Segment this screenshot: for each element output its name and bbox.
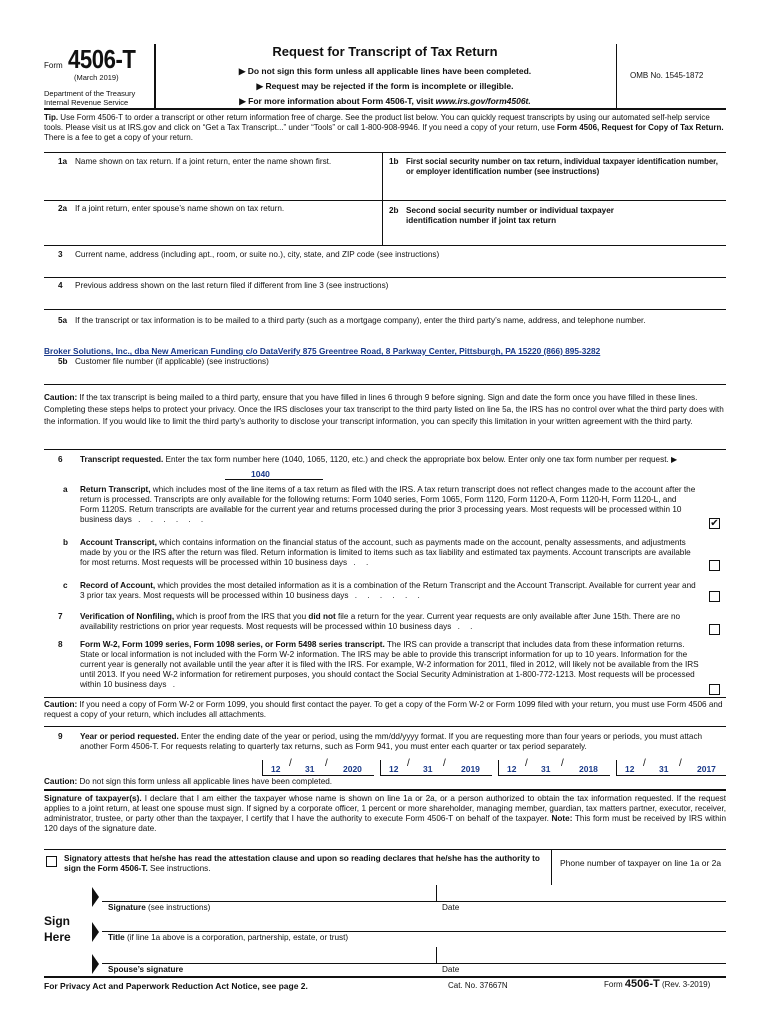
- date-field-2[interactable]: Date: [442, 965, 460, 974]
- line-3-label[interactable]: Current name, address (including apt., room, or suite no.), city, state, and ZIP code (see instructions): [75, 250, 440, 259]
- line-8-checkbox[interactable]: [709, 684, 720, 695]
- omb-number: OMB No. 1545-1872: [630, 71, 704, 80]
- line-6c-text: Record of Account, which provides the most detailed information as it is a combination of the Return Transcript and the Account Transcript. Available for current year and 3 prior tax years. Most requests will be processed within 10 business days . . . . . .: [80, 581, 696, 600]
- caution-do-not-sign: Caution: Do not sign this form unless all applicable lines have been completed.: [44, 777, 333, 786]
- irs-url[interactable]: www.irs.gov/form4506t.: [435, 96, 531, 106]
- title-field[interactable]: Title (if line 1a above is a corporation, partnership, estate, or trust): [108, 933, 349, 942]
- signature-arrow-2: [92, 922, 99, 942]
- line-6-text: Transcript requested. Enter the tax form number here (1040, 1065, 1120, etc.) and check the appropriate box below. Enter only one tax form number per request. ▶: [80, 455, 678, 464]
- line-1b-number: 1b: [389, 157, 399, 166]
- signature-declaration: Signature of taxpayer(s). I declare that I am either the taxpayer whose name is shown on line 1a or 2a, or a person authorized to obtain the tax information requested. If the request applies to a joint return, at least one spouse must sign. If signed by a corporate officer, 1 percent or more shareholder, managing member, guardian, tax matters partner, executor, receiver, administrator, trustee, or party other than the taxpayer, I certify that I have the authority to execute Form 4506-T on behalf of the taxpayer. Note: This form must be received by IRS within 120 days of the signature date.: [44, 794, 727, 833]
- line-6-form-number[interactable]: 1040: [225, 469, 323, 480]
- line-2a-label[interactable]: If a joint return, enter spouse’s name shown on tax return.: [75, 204, 285, 213]
- tip-text: Tip. Use Form 4506-T to order a transcript or other return information free of charge. See the product list below. You can quickly request transcripts by using our automated self-help service tools. Please visit us at IRS.gov and click on “Get a Tax Transcript...” under “Tools” or call 1-800-908-9946. If you need a copy of your return, use Form 4506, Request for Copy of Tax Return. There is a fee to get a copy of your return.: [44, 113, 724, 142]
- revision-date: (March 2019): [74, 73, 119, 82]
- line-2b-label[interactable]: Second social security number or individual taxpayer identification number if joint tax return: [406, 206, 614, 225]
- line-4-number: 4: [58, 281, 63, 290]
- form-number: 4506-T: [68, 44, 136, 74]
- line-9-date-3[interactable]: 12 / 31 / 2018: [498, 760, 610, 776]
- line-6a-text: Return Transcript, which includes most of the line items of a tax return as filed with the IRS. A tax return transcript does not reflect changes made to the account after the return is processed. Transcripts are only available for the following returns: Form 1040 series, Form 1065, Form 1120, Form 1120-A, Form 1120-H, Form 1120-L, and Form 1120S. Return transcripts are available for the current year and returns processed during the prior 3 processing years. Most requests will be processed within 10 business days . . . . . .: [80, 485, 696, 524]
- line-7-number: 7: [58, 612, 63, 621]
- line-9-date-2[interactable]: 12 / 31 / 2019: [380, 760, 492, 776]
- line-6a-checkbox[interactable]: ✔: [710, 518, 719, 529]
- footer-form-id: Form 4506-T (Rev. 3-2019): [604, 978, 711, 990]
- line-2a-number: 2a: [58, 204, 68, 213]
- form-title: Request for Transcript of Tax Return: [272, 44, 498, 59]
- line-6b-letter: b: [63, 538, 69, 547]
- attestation-text: Signatory attests that he/she has read the attestation clause and upon so reading declares that he/she has the authority to sign the Form 4506-T. See instructions.: [64, 854, 540, 873]
- line-5b-number: 5b: [58, 357, 68, 366]
- spouse-signature-field[interactable]: Spouse’s signature: [108, 965, 184, 974]
- signature-field[interactable]: Signature (see instructions): [108, 903, 211, 912]
- instruction-3: ▶ For more information about Form 4506-T, visit www.irs.gov/form4506t.: [239, 96, 531, 106]
- attestation-checkbox[interactable]: [46, 856, 57, 867]
- instruction-1: ▶ Do not sign this form unless all applicable lines have been completed.: [238, 66, 532, 76]
- signature-arrow-3: [92, 954, 99, 974]
- line-7-checkbox[interactable]: [709, 624, 720, 635]
- agency: Internal Revenue Service: [44, 98, 129, 107]
- form-4506t-page: [44, 44, 726, 1004]
- line-9-date-4[interactable]: 12 / 31 / 2017: [616, 760, 726, 776]
- sign-here-label: Sign Here: [44, 914, 71, 944]
- line-1b-label[interactable]: First social security number on tax return, individual taxpayer identification number, or employer identification number (see instructions): [406, 157, 718, 176]
- phone-label: Phone number of taxpayer on line 1a or 2a: [560, 858, 722, 868]
- line-6b-text: Account Transcript, which contains information on the financial status of the account, such as payments made on the account, penalty assessments, and adjustments made by you or the IRS after the return was filed. Return information is limited to items such as tax liability and estimated tax payments. Account transcripts are available for most returns. Most requests will be processed within 10 business days . .: [80, 538, 691, 567]
- line-3-number: 3: [58, 250, 63, 259]
- line-1a-label[interactable]: Name shown on tax return. If a joint return, enter the name shown first.: [75, 157, 332, 166]
- privacy-notice: For Privacy Act and Paperwork Reduction Act Notice, see page 2.: [44, 981, 308, 991]
- line-7-text: Verification of Nonfiling, which is proof from the IRS that you did not file a return for the year. Current year requests are only available after June 15th. There are no availability restrictions on prior year requests. Most requests will be processed within 10 business days . .: [80, 612, 681, 631]
- line-6a-letter: a: [63, 485, 68, 494]
- line-6c-letter: c: [63, 581, 68, 590]
- line-1a-number: 1a: [58, 157, 68, 166]
- line-9-number: 9: [58, 732, 63, 741]
- line-8-number: 8: [58, 640, 63, 649]
- line-2b-number: 2b: [389, 206, 399, 215]
- line-6b-checkbox[interactable]: [709, 560, 720, 571]
- line-5b-label[interactable]: Customer file number (if applicable) (see instructions): [75, 357, 269, 366]
- catalog-number: Cat. No. 37667N: [448, 981, 508, 990]
- form-label: Form: [44, 61, 63, 70]
- caution-third-party: Caution: If the tax transcript is being mailed to a third party, ensure that you have filled in lines 6 through 9 before signing. Sign and date the form once you have filled in these lines. Completing these steps helps to protect your privacy. Once the IRS discloses your tax transcript to the third party listed on line 5a, the IRS has no control over what the third party does with the information. If you would like to limit the third party’s authority to disclose your transcript information, you can specify this limitation in your written agreement with the third party.: [44, 393, 724, 426]
- instruction-2: ▶ Request may be rejected if the form is incomplete or illegible.: [256, 81, 514, 91]
- line-8-text: Form W-2, Form 1099 series, Form 1098 series, or Form 5498 series transcript. The IRS can provide a transcript that includes data from these information returns. State or local information is not included with the Form W-2 information. The IRS may be able to provide this transcript information for up to 10 years. Information for the current year is generally not available until the year after it is filed with the IRS. For example, W-2 information for 2011, filed in 2012, will likely not be available from the IRS until 2013. If you need W-2 information for retirement purposes, you should contact the Social Security Administration at 1-800-772-1213. Most requests will be processed within 10 business days .: [80, 640, 699, 689]
- line-6c-checkbox[interactable]: [709, 591, 720, 602]
- line-9-date-1[interactable]: 12 / 31 / 2020: [262, 760, 374, 776]
- signature-arrow-1: [92, 887, 99, 907]
- line-5a-value[interactable]: Broker Solutions, Inc., dba New American Funding c/o DataVerify 875 Greentree Road, 8 Parkway Center, Pittsburgh, PA 15220 (866) 895-3282: [44, 346, 601, 356]
- date-field-1[interactable]: Date: [442, 903, 460, 912]
- line-6-number: 6: [58, 455, 63, 464]
- line-5a-label[interactable]: If the transcript or tax information is to be mailed to a third party (such as a mortgage company), enter the third party’s name, address, and telephone number.: [75, 316, 646, 325]
- line-9-text: Year or period requested. Enter the ending date of the year or period, using the mm/dd/yyyy format. If you are requesting more than four years or periods, you must attach another Form 4506-T. For requests relating to quarterly tax returns, such as Form 941, you must enter each quarter or tax period separately.: [80, 732, 703, 751]
- department: Department of the Treasury: [44, 89, 136, 98]
- caution-w2: Caution: If you need a copy of Form W-2 or Form 1099, you should first contact the payer. To get a copy of the Form W-2 or Form 1099 filed with your return, you must use Form 4506 and request a copy of your return, which includes all attachments.: [44, 700, 723, 719]
- line-5a-number: 5a: [58, 316, 68, 325]
- line-4-label[interactable]: Previous address shown on the last return filed if different from line 3 (see instructions): [75, 281, 389, 290]
